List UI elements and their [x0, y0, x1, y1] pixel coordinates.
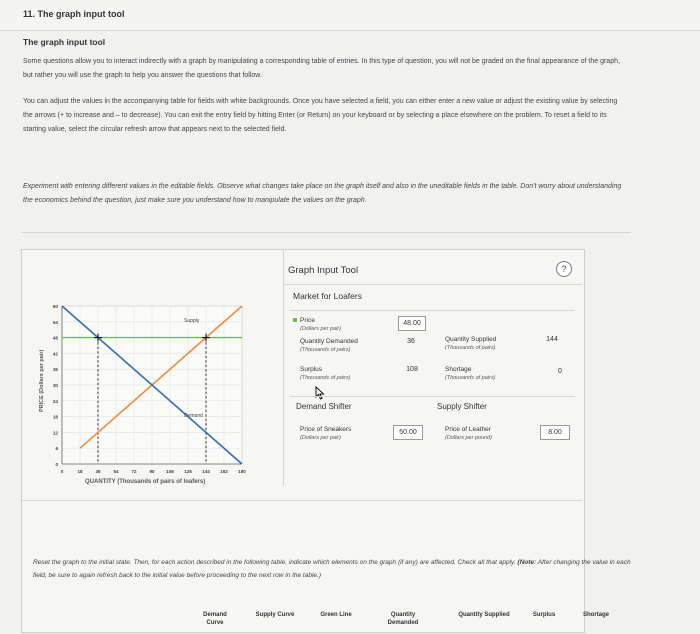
market-chart[interactable] — [34, 296, 249, 486]
x-tick-label: 162 — [220, 469, 228, 474]
qd-label — [300, 338, 358, 354]
qd-label-text: Quantity Demanded — [300, 338, 358, 345]
supply-curve-label: Supply — [184, 318, 200, 324]
table-header-surplus: Surplus — [532, 612, 556, 618]
demand-curve-label: Demand — [184, 413, 203, 419]
y-tick-label: 18 — [52, 414, 58, 420]
y-axis-label: PRICE (Dollars per pair) — [39, 349, 45, 412]
x-tick-label: 0 — [60, 469, 64, 474]
separator — [22, 500, 582, 501]
y-tick-label: 24 — [52, 398, 58, 404]
table-header-demand-curve: Demand Curve — [203, 612, 227, 626]
surplus-unit: (Thousands of pairs) — [300, 375, 351, 381]
surplus-value: 108 — [406, 366, 418, 373]
table-header-quantity-demanded: Quantity Demanded — [387, 612, 419, 626]
intro-paragraph-2: You can adjust the values in the accompanying table for fields with white backgrounds. Once you have selected a field, you can either enter a new value or adjust the existing value by selecting the arrows (+ to increase and – to decrease). You can exit the entry field by hitting Enter (or Return) on your keyboard or by selecting a place elsewhere on the problem. To reset a field to its starting value, select the circular refresh arrow that appears next to the selected field. — [23, 98, 618, 133]
question-header — [0, 0, 700, 31]
qs-value: 144 — [546, 336, 558, 343]
qs-label — [445, 336, 496, 352]
shortage-value: 0 — [558, 368, 562, 375]
experiment-note-box — [21, 170, 631, 220]
leather-label — [445, 426, 492, 442]
y-tick-label: 60 — [52, 304, 58, 309]
y-tick-label: 12 — [52, 430, 58, 436]
sneakers-unit: (Dollars per pair) — [300, 435, 341, 441]
demand-shifter-title: Demand Shifter — [296, 402, 352, 411]
qs-label-text: Quantity Supplied — [445, 336, 497, 343]
sneakers-label — [300, 426, 351, 442]
tool-title: Graph Input Tool — [288, 265, 359, 276]
table-header-quantity-supplied: Quantity Supplied — [458, 612, 510, 618]
price-legend-swatch — [293, 318, 297, 322]
price-input[interactable]: 48.00 — [398, 316, 426, 331]
leather-input[interactable]: 8.00 — [540, 425, 570, 440]
shortage-label-text: Shortage — [445, 366, 472, 373]
separator — [284, 284, 582, 285]
sneakers-label-text: Price of Sneakers — [300, 426, 352, 433]
shortage-unit: (Thousands of pairs) — [445, 375, 496, 381]
reset-note-text: After changing the value in each field, be sure to again refresh back to the initial value before proceeding to the next row in the table.) — [33, 559, 631, 579]
x-tick-label: 54 — [113, 469, 119, 474]
y-tick-label: 6 — [55, 446, 58, 452]
qd-unit: (Thousands of pairs) — [300, 347, 351, 353]
y-tick-label: 0 — [55, 462, 58, 467]
cursor-icon — [315, 386, 325, 400]
help-icon[interactable]: ? — [556, 261, 572, 277]
reset-note-label: (Note: — [517, 559, 537, 566]
question-title: 11. The graph input tool — [23, 9, 125, 19]
y-tick-label: 36 — [52, 367, 58, 373]
y-tick-label: 54 — [52, 319, 58, 325]
y-tick-label: 42 — [52, 351, 58, 357]
table-header-supply-curve: Supply Curve — [255, 612, 295, 618]
leather-unit: (Dollars per pound) — [445, 435, 493, 441]
reset-main-text: Reset the graph to the initial state. Then, for each action described in the following table, indicate which elements on the graph (if any) are affected. Check all that apply. — [33, 559, 516, 566]
reset-instructions — [33, 556, 633, 582]
x-tick-label: 180 — [238, 469, 246, 474]
y-tick-label: 48 — [52, 335, 58, 341]
shortage-label — [445, 366, 495, 382]
intro-paragraph-1: Some questions allow you to interact indirectly with a graph by manipulating a corresponding table of entries. In this type of question, you will not be graded on the final appearance of the graph, but rather you will use the graph to help you answer the questions that follow. — [23, 58, 620, 79]
price-label — [300, 317, 341, 333]
x-tick-label: 72 — [131, 469, 137, 474]
leather-label-text: Price of Leather — [445, 426, 491, 433]
sneakers-input[interactable]: 50.00 — [393, 425, 423, 440]
y-tick-label: 30 — [52, 383, 58, 388]
table-header-shortage: Shortage — [582, 612, 609, 618]
supply-shifter-title: Supply Shifter — [437, 402, 487, 411]
market-title: Market for Loafers — [293, 291, 362, 301]
x-tick-label: 18 — [77, 469, 83, 474]
price-unit: (Dollars per pair) — [300, 326, 341, 332]
x-tick-label: 108 — [166, 469, 174, 474]
table-header-green-line: Green Line — [320, 612, 352, 618]
separator — [290, 396, 575, 397]
section-title: The graph input tool — [23, 37, 106, 47]
separator — [290, 310, 575, 311]
x-tick-label: 144 — [202, 469, 210, 474]
price-label-text: Price — [300, 317, 315, 324]
qs-unit: (Thousands of pairs) — [445, 345, 496, 351]
surplus-label-text: Surplus — [300, 366, 323, 373]
experiment-note: Experiment with entering different values in the editable fields. Observe what changes take place on the graph itself and also in the uneditable fields in the table. Don't worry about understanding the economics behind the question, just make sure you understand how to manipulate the values on the graph. — [23, 183, 622, 204]
surplus-label — [300, 366, 350, 382]
x-tick-label: 90 — [149, 469, 155, 474]
x-tick-label: 36 — [95, 469, 101, 474]
divider — [21, 232, 631, 233]
qd-value: 36 — [407, 338, 415, 345]
x-tick-label: 126 — [184, 469, 192, 474]
x-axis-label: QUANTITY (Thousands of pairs of loafers) — [85, 479, 206, 485]
